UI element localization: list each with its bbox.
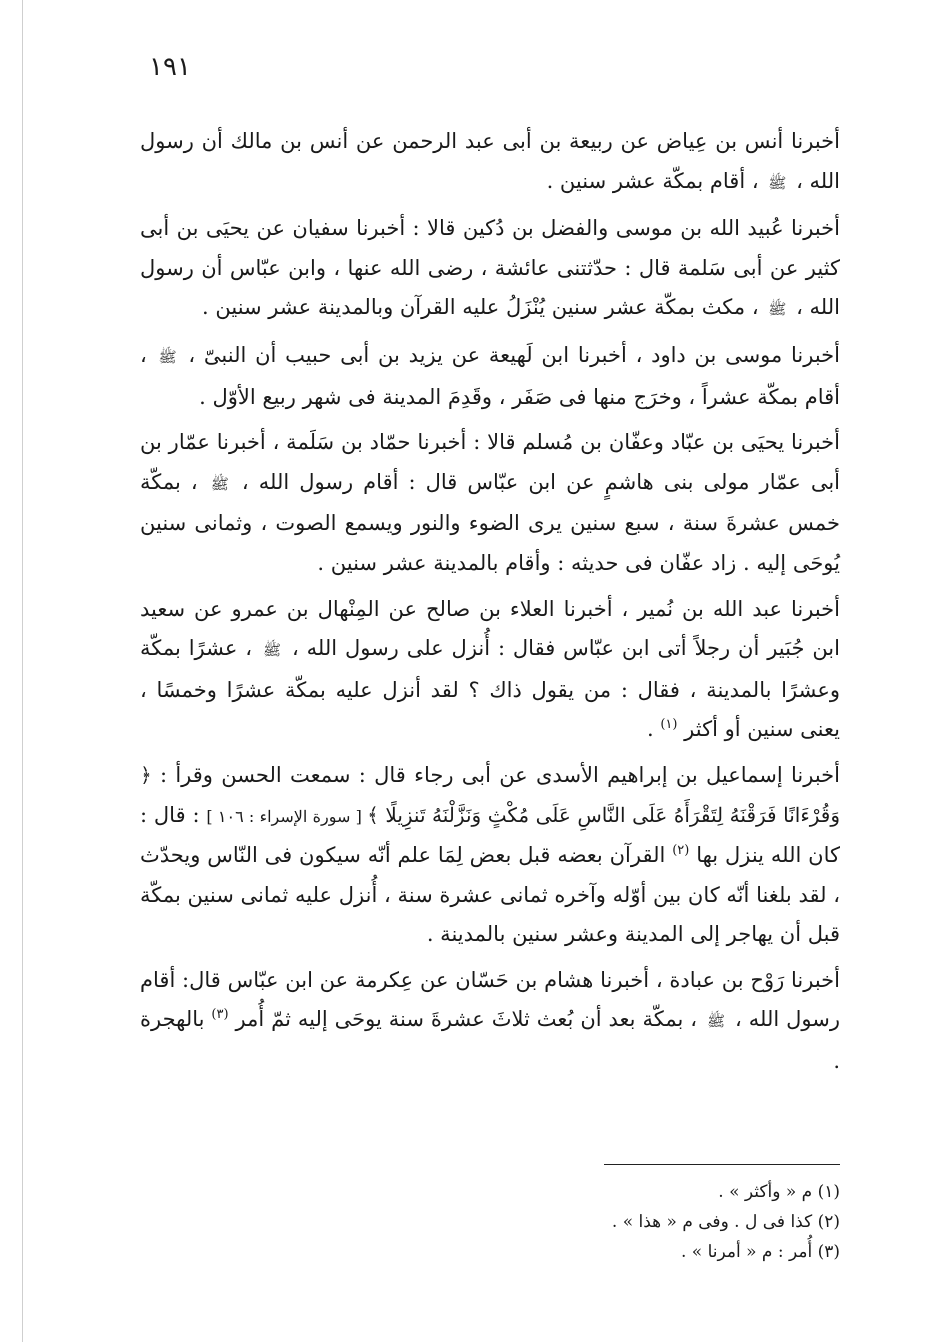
text-segment: أخبرنا يحيَى بن عبّاد وعفّان بن مُسلم قالا : أخبرنا حمّاد بن سَلَمة ، أخبرنا عمّار بن أبى عمّار مولى بنى هاشمٍ عن ابن عبّاس قال : أقام رسول الله ، (140, 430, 840, 494)
honorific-glyph: ﷺ (262, 641, 282, 660)
honorific-glyph: ﷺ (158, 347, 177, 366)
footnote-3: (٣) أُمر : م « أمرنا » . (680, 1242, 840, 1262)
paragraph-5 (140, 590, 840, 750)
text-segment: أخبرنا أنس بن عِياض عن ربيعة بن أبى عبد الرحمن عن أنس بن مالك أن رسول الله ، (140, 129, 840, 193)
surah-reference: [ سورة الإسراء : ١٠٦ ] (206, 806, 368, 826)
text-segment: . (646, 717, 661, 742)
text-segment: أخبرنا رَوْح بن عبادة ، أخبرنا هشام بن حَسّان عن عِكرمة عن ابن عبّاس قال: أقام رسول الله ، (140, 967, 841, 1032)
footnote-marker: (٢) (672, 843, 690, 859)
text-segment: أخبرنا عُبيد الله بن موسى والفضل بن دُكين قالا : أخبرنا سفيان عن يحيَى بن أبى كثير عن أبى سَلمة قال : حدّثتنى عائشة ، رضى الله عنها ، وابن عبّاس أن رسول الله ، (140, 216, 840, 320)
paragraph-2 (140, 209, 840, 330)
quran-verse: ﴿ وَقُرْءَانًا فَرَقْنَهُ لِتَقْرَأَهُ عَلَى النَّاسِ عَلَى مُكْثٍ وَنَزَّلْنَهُ تَنزِيلًا ﴾ (140, 762, 840, 827)
paragraph-4 (140, 423, 840, 583)
text-segment: القرآن بعضه قبل بعض لِمَا علم أنّه سيكون فى النّاس ويحدّث ، لقد بلغنا أنّه كان بين أوّله وآخره ثمانى عشرة سنة ، أُنزل عليه ثمانى سنين بمكّة قبل أن يهاجر إلى المدينة وعشر سنين بالمدينة . (140, 843, 840, 947)
paragraph-1 (140, 122, 840, 203)
text-segment: ، بمكّة خمس عشرةَ سنة ، سبع سنين يرى الضوء والنور ويسمع الصوت ، وثمانى سنين يُوحَى إليه . زاد عفّان فى حديثه : وأقام بالمدينة عشر سنين . (140, 469, 840, 575)
footnote-marker: (١) (660, 717, 678, 733)
text-segment: بالهجرة . (140, 1007, 840, 1074)
footnote-1: (١) م « وأكثر » . (718, 1182, 840, 1202)
main-text (140, 122, 840, 1088)
text-segment: : قال : كان الله ينزل بها (140, 802, 840, 868)
footnote-divider (604, 1164, 840, 1165)
scan-edge-line (22, 0, 23, 1342)
text-segment: ، مكث بمكّة عشر سنين يُنْزَلُ عليه القرآن وبالمدينة عشر سنين . (202, 295, 766, 320)
text-segment: ، عشرًا بمكّة وعشرًا بالمدينة ، فقال : من يقول ذاك ؟ لقد أنزل عليه بمكّة عشرًا وخمسًا ، يعنى سنين أو أكثر (140, 636, 840, 742)
footnote-2: (٢) كذا فى ل . وفى م « هذا » . (611, 1212, 840, 1232)
text-segment: أخبرنا عبد الله بن نُمير ، أخبرنا العلاء بن صالح عن المِنْهال بن عمرو عن سعيد ابن جُبَير أن رجلاً أتى ابن عبّاس فقال : أُنزل على رسول الله ، (140, 596, 840, 661)
honorific-glyph: ﷺ (768, 173, 787, 192)
footnote-marker: (٣) (211, 1007, 229, 1023)
paragraph-7 (140, 961, 840, 1082)
text-segment: ، أقام بمكّة عشراً ، وخرَج منها فى صَفَر ، وقَدِمَ المدينة فى شهر ربيع الأوّل . (140, 342, 840, 409)
text-segment: أخبرنا موسى بن داود ، أخبرنا ابن لَهيعة عن يزيد بن أبى حبيب أن النبىّ ، (179, 342, 841, 367)
text-segment: ، أقام بمكّة عشر سنين . (546, 168, 766, 193)
footnotes (440, 1177, 840, 1267)
text-segment: ، بمكّة بعد أن بُعث ثلاثَ عشرةَ سنة يوحَى إليه ثمّ أُمر (228, 1007, 704, 1032)
honorific-glyph: ﷺ (210, 474, 229, 493)
paragraph-6 (140, 756, 840, 955)
page-number: ١٩١ (149, 52, 191, 82)
honorific-glyph: ﷺ (706, 1012, 726, 1031)
paragraph-3 (140, 336, 840, 417)
honorific-glyph: ﷺ (768, 300, 787, 319)
text-segment: أخبرنا إسماعيل بن إبراهيم الأسدى عن أبى رجاء قال : سمعت الحسن وقرأ : (151, 762, 840, 787)
